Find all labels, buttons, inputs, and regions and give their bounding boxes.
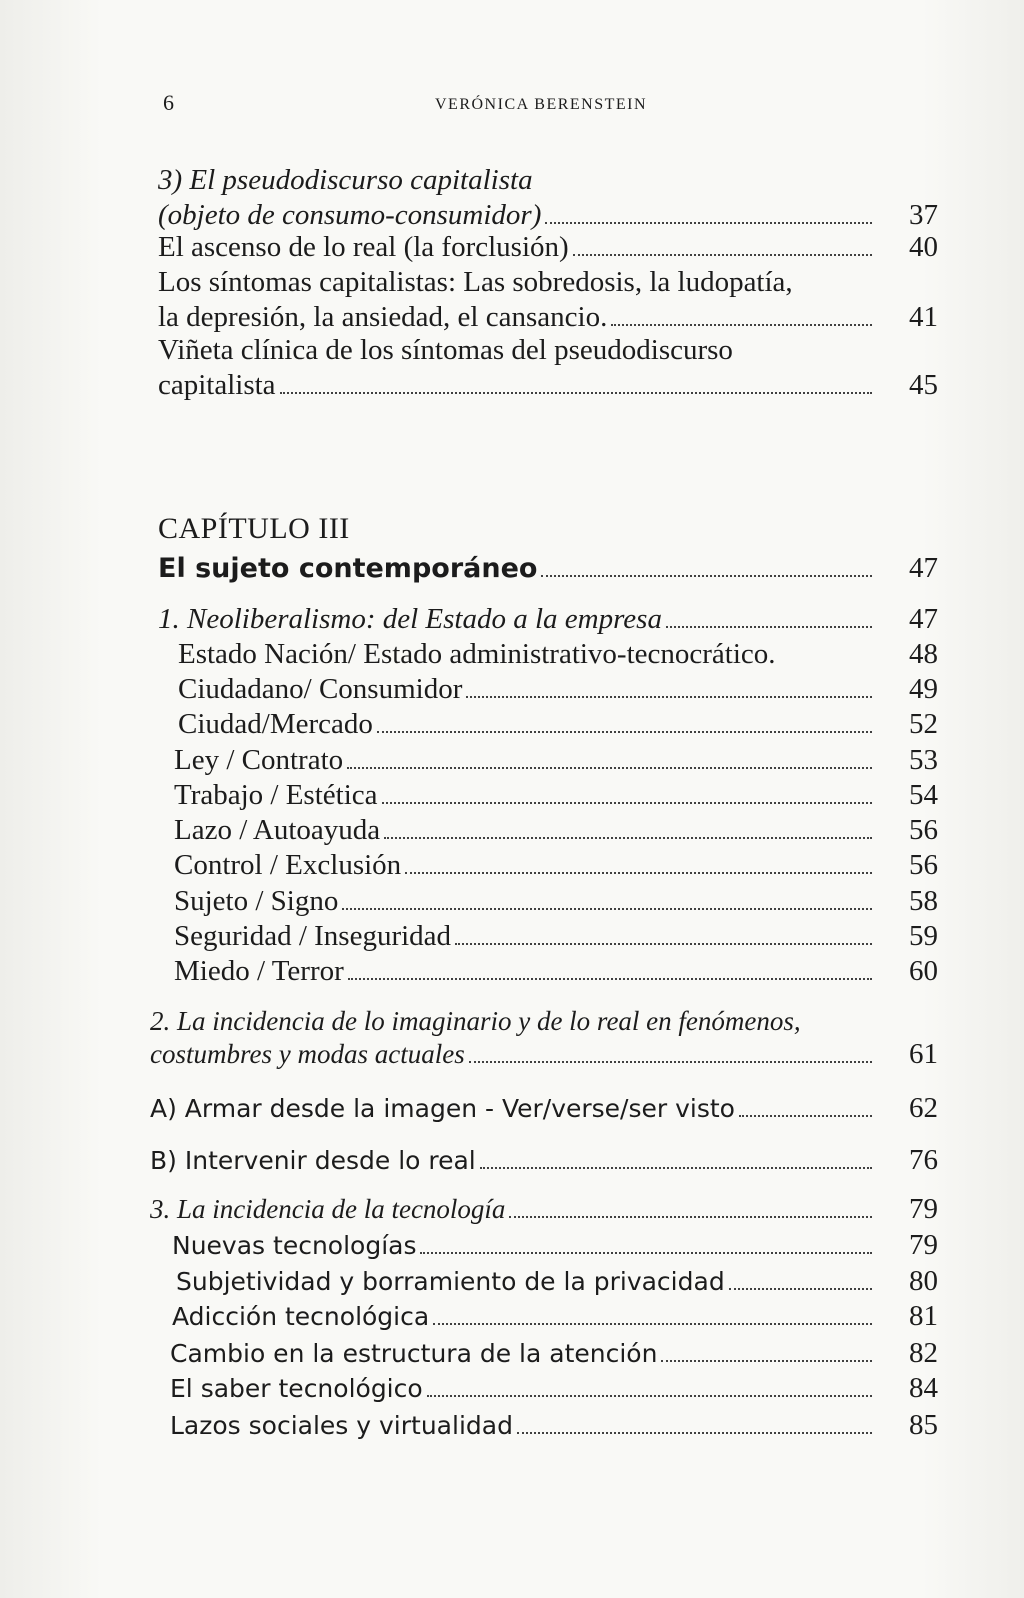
- dot-leader: [469, 1061, 872, 1063]
- toc-page-number: 62: [909, 1092, 938, 1124]
- toc-entry-label: Control / Exclusión: [174, 849, 402, 881]
- toc-entry: [174, 848, 938, 883]
- toc-page-number: 58: [909, 885, 938, 917]
- toc-entry: [158, 333, 938, 403]
- toc-entry: [174, 919, 938, 954]
- toc-entry: [158, 163, 938, 233]
- toc-page-number: 52: [909, 708, 938, 740]
- dot-leader: [280, 392, 872, 394]
- toc-page-number: 79: [909, 1229, 938, 1261]
- toc-page-number: 60: [909, 955, 938, 987]
- toc-page-number: 85: [909, 1409, 938, 1441]
- dot-leader: [433, 1323, 872, 1325]
- toc-entry: [158, 265, 938, 335]
- dot-leader: [384, 837, 872, 839]
- dot-leader: [420, 1252, 872, 1254]
- toc-page-number: 47: [909, 603, 938, 635]
- toc-entry: [170, 1409, 938, 1442]
- toc-page-number: 40: [909, 231, 938, 263]
- toc-entry: [150, 1144, 938, 1177]
- toc-page-number: 41: [909, 301, 938, 333]
- toc-entry: [174, 813, 938, 848]
- toc-entry: [170, 1337, 938, 1370]
- toc-page-number: 80: [909, 1265, 938, 1297]
- toc-entry-label: Miedo / Terror: [174, 955, 344, 987]
- toc-entry: [158, 602, 938, 637]
- toc-entry-label: Cambio en la estructura de la atención: [170, 1339, 658, 1368]
- toc-entry: [150, 1005, 938, 1071]
- dot-leader: [427, 1395, 872, 1397]
- dot-leader: [347, 767, 872, 769]
- dot-leader: [729, 1288, 872, 1290]
- dot-leader: [780, 661, 872, 663]
- dot-leader: [405, 872, 872, 874]
- dot-leader: [545, 222, 872, 224]
- toc-page-number: 49: [909, 673, 938, 705]
- dot-leader: [377, 731, 872, 733]
- toc-entry-label: costumbres y modas actuales: [150, 1039, 465, 1069]
- toc-entry-label: El saber tecnológico: [170, 1374, 423, 1403]
- toc-page-number: 81: [909, 1300, 938, 1332]
- toc-entry: [172, 1229, 938, 1262]
- toc-entry-label: 3. La incidencia de la tecnología: [150, 1194, 506, 1224]
- toc-page-number: 37: [909, 199, 938, 231]
- toc-page-number: 79: [909, 1193, 938, 1225]
- toc-entry-label: El sujeto contemporáneo: [158, 553, 538, 584]
- toc-entry: [172, 1300, 938, 1333]
- toc-page-number: 45: [909, 369, 938, 401]
- chapter-label: CAPÍTULO III: [158, 512, 350, 545]
- toc-entry: [174, 778, 938, 813]
- toc-page-number: 48: [909, 638, 938, 670]
- dot-leader: [480, 1167, 872, 1169]
- toc-entry-label: Trabajo / Estética: [174, 779, 378, 811]
- toc-entry-line: Viñeta clínica de los síntomas del pseudodiscurso: [158, 334, 733, 366]
- dot-leader: [666, 626, 872, 628]
- running-head: VERÓNICA BERENSTEIN: [435, 96, 648, 113]
- toc-entry-label: Ley / Contrato: [174, 744, 344, 776]
- toc-entry-label: la depresión, la ansiedad, el cansancio.: [158, 301, 608, 333]
- toc-entry-label: Ciudadano/ Consumidor: [178, 673, 463, 705]
- toc-page-number: 54: [909, 779, 938, 811]
- toc-entry-label: El ascenso de lo real (la forclusión): [158, 231, 569, 263]
- toc-entry: [178, 637, 938, 672]
- toc-chapter-title: [158, 551, 938, 586]
- toc-entry-label: A) Armar desde la imagen - Ver/verse/ser visto: [150, 1094, 735, 1123]
- toc-entry-label: Sujeto / Signo: [174, 885, 339, 917]
- toc-page-number: 76: [909, 1144, 938, 1176]
- dot-leader: [541, 575, 872, 577]
- toc-entry: [150, 1193, 938, 1226]
- toc-page-number: 84: [909, 1372, 938, 1404]
- toc-entry-label: Ciudad/Mercado: [178, 708, 373, 740]
- toc-page-number: 47: [909, 552, 938, 584]
- dot-leader: [611, 324, 872, 326]
- toc-entry-label: (objeto de consumo-consumidor): [158, 199, 542, 231]
- toc-entry-label: B) Intervenir desde lo real: [150, 1146, 476, 1175]
- toc-entry: [150, 1092, 938, 1125]
- toc-page-number: 56: [909, 849, 938, 881]
- dot-leader: [509, 1216, 872, 1218]
- dot-leader: [342, 908, 872, 910]
- toc-entry: [170, 1372, 938, 1405]
- toc-entry-label: Lazos sociales y virtualidad: [170, 1411, 513, 1440]
- dot-leader: [661, 1360, 872, 1362]
- dot-leader: [517, 1432, 872, 1434]
- toc-entry-line: 2. La incidencia de lo imaginario y de lo real en fenómenos,: [150, 1006, 801, 1036]
- toc-entry: [174, 954, 938, 989]
- toc-entry-label: Nuevas tecnologías: [172, 1231, 417, 1260]
- dot-leader: [739, 1115, 872, 1117]
- toc-entry-label: Seguridad / Inseguridad: [174, 920, 452, 952]
- toc-entry-label: Lazo / Autoayuda: [174, 814, 381, 846]
- toc-entry-label: Adicción tecnológica: [172, 1302, 430, 1331]
- toc-page-number: 56: [909, 814, 938, 846]
- dot-leader: [382, 802, 873, 804]
- toc-entry-line: 3) El pseudodiscurso capitalista: [158, 164, 533, 196]
- toc-entry-label: Estado Nación/ Estado administrativo-tecnocrático.: [178, 638, 776, 670]
- dot-leader: [573, 254, 872, 256]
- toc-entry: [176, 1265, 938, 1298]
- toc-entry-label: Subjetividad y borramiento de la privacidad: [176, 1267, 725, 1296]
- dot-leader: [455, 943, 872, 945]
- toc-page-number: 82: [909, 1337, 938, 1369]
- toc-entry-label: 1. Neoliberalismo: del Estado a la empresa: [158, 603, 662, 635]
- toc-page-number: 53: [909, 744, 938, 776]
- toc-entry: [178, 707, 938, 742]
- toc-entry: [174, 743, 938, 778]
- toc-entry: [178, 672, 938, 707]
- dot-leader: [466, 696, 872, 698]
- toc-entry: [158, 230, 938, 265]
- toc-page-number: 59: [909, 920, 938, 952]
- toc-page-number: 61: [909, 1038, 938, 1070]
- toc-entry-label: capitalista: [158, 369, 276, 401]
- toc-entry: [174, 884, 938, 919]
- page-number: 6: [163, 90, 174, 115]
- dot-leader: [348, 978, 872, 980]
- toc-entry-line: Los síntomas capitalistas: Las sobredosis, la ludopatía,: [158, 266, 793, 298]
